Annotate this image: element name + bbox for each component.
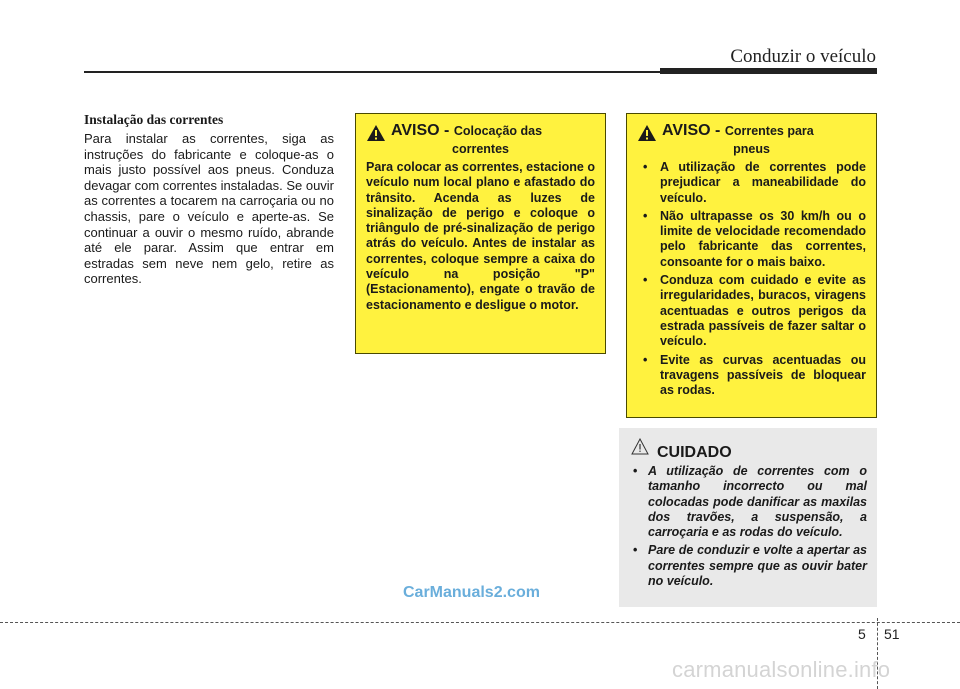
- page-number: 51: [884, 626, 900, 642]
- section-chains-installation: [84, 112, 334, 287]
- warning-list: [637, 160, 866, 398]
- list-item: • Evite as curvas acentuadas ou travagens passíveis de bloquear as rodas.: [637, 353, 866, 399]
- caution-box: [619, 428, 877, 607]
- section-heading: Instalação das correntes: [84, 112, 224, 127]
- warning-label: AVISO -: [662, 122, 721, 139]
- section-body: Para instalar as correntes, siga as instruções do fabricante e coloque-as o mais justo possível aos pneus. Conduza devagar com correntes instaladas. Se ouvir as correntes a tocarem na carroçaria ou no chassis, pare o veículo e aperte-as. Se continuar a ouvir o mesmo ruído, abrande até ele parar. Assim que entrar em estradas sem neve nem gelo, retire as correntes.: [84, 131, 335, 287]
- warning-triangle-icon: [637, 124, 657, 142]
- footer-dashed-rule: [0, 622, 960, 623]
- list-item: • Conduza com cuidado e evite as irregularidades, buracos, viragens acentuadas e outros perigos da estrada passíveis de fazer saltar o veículo.: [637, 273, 866, 349]
- watermark-carmanualsonline[interactable]: carmanualsonline.info: [672, 657, 891, 682]
- caution-list: [631, 464, 867, 589]
- warning-subtitle-line2: correntes: [452, 142, 509, 156]
- watermark-carmanuals2[interactable]: CarManuals2.com: [403, 584, 540, 601]
- page-header-title: Conduzir o veículo: [730, 46, 876, 67]
- warning-label: AVISO -: [391, 122, 450, 139]
- warning-subtitle-line1: Correntes para: [724, 124, 814, 138]
- list-item: • A utilização de correntes com o tamanho incorrecto ou mal colocadas pode danificar as maxilas dos travões, a suspensão, a carroçaria e as rodas do veículo.: [631, 464, 867, 540]
- header-rule-thick: [660, 68, 877, 74]
- warning-text: Para colocar as correntes, estacione o veículo num local plano e afastado do trânsito. Acenda as luzes de sinalização de perigo e coloque o triângulo de pré-sinalização de perigo atrás do veículo. Antes de instalar as correntes, coloque sempre a caixa do veículo na posição "P" (Estacionamento), engate o travão de estacionamento e desligue o motor.: [366, 160, 595, 312]
- list-item: • Não ultrapasse os 30 km/h ou o limite de velocidade recomendado pelo fabricante das correntes, consoante for o mais baixo.: [637, 209, 866, 270]
- list-item: • Pare de conduzir e volte a apertar as correntes sempre que as ouvir bater no veículo.: [631, 543, 867, 589]
- caution-header: [631, 438, 867, 462]
- warning-subtitle-line2: pneus: [733, 142, 770, 156]
- warning-triangle-icon: [366, 124, 386, 142]
- warning-header: [637, 122, 866, 142]
- header-rule-thin: [84, 71, 660, 73]
- warning-header: [366, 122, 595, 142]
- chapter-number: 5: [858, 626, 866, 642]
- list-item: • A utilização de correntes pode prejudicar a maneabilidade do veículo.: [637, 160, 866, 206]
- caution-label: CUIDADO: [657, 444, 732, 461]
- warning-box-tire-chains: [626, 113, 877, 418]
- warning-subtitle-line1: Colocação das: [453, 124, 543, 138]
- caution-triangle-icon: [631, 438, 649, 455]
- warning-box-chains-fitting: [355, 113, 606, 354]
